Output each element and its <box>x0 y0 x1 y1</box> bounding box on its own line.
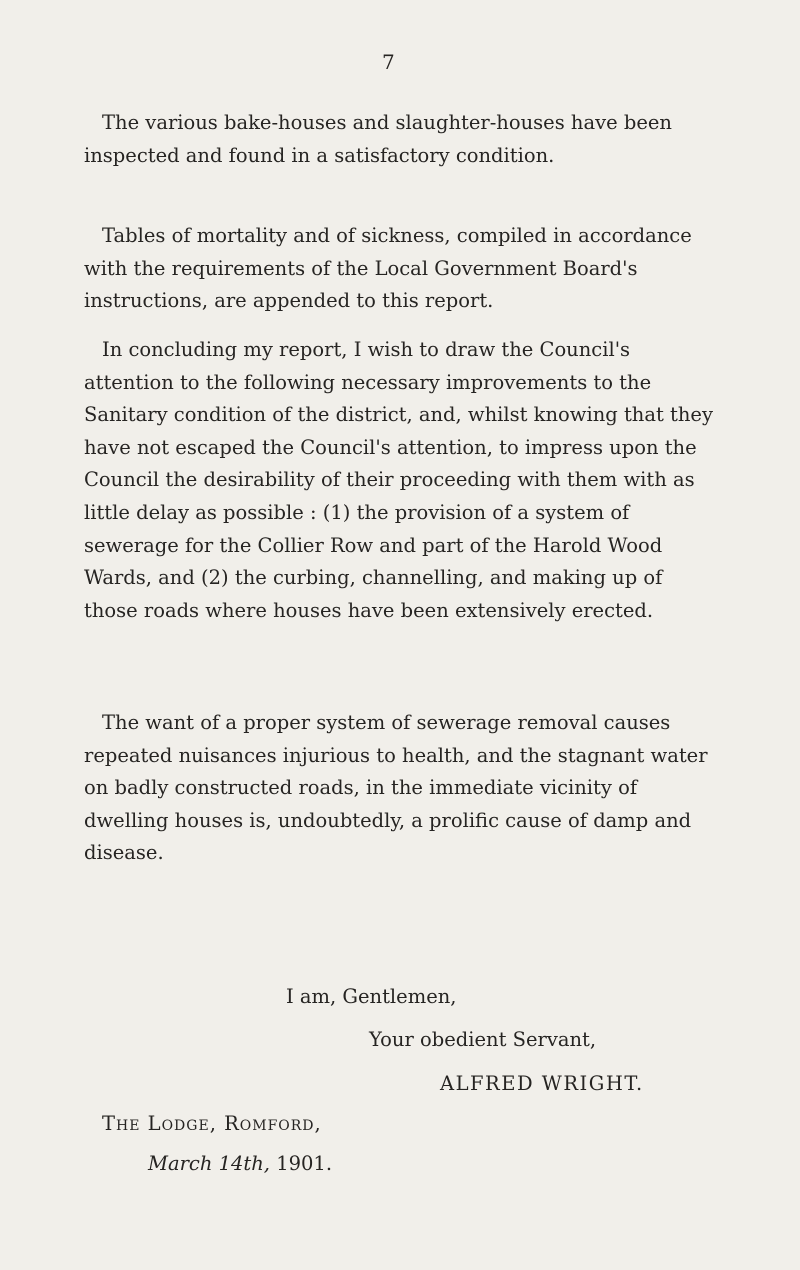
date-month-day: March 14th, <box>148 1152 270 1175</box>
closing-salutation: I am, Gentlemen, <box>286 985 457 1008</box>
page-number: 7 <box>382 50 395 74</box>
date-year: 1901. <box>276 1152 333 1175</box>
closing-valediction: Your obedient Servant, <box>369 1028 597 1051</box>
signature-name: ALFRED WRIGHT. <box>440 1072 644 1095</box>
letter-date <box>148 1152 332 1175</box>
paragraph-mortality-tables: Tables of mortality and of sickness, compiled in accordance with the requirements of the Local Government Board's instructions, are appended to this report. <box>84 224 692 313</box>
paragraph-bakehouses: The various bake-houses and slaughter-houses have been inspected and found in a satisfactory condition. <box>84 111 672 167</box>
paragraph-sewerage-removal: The want of a proper system of sewerage removal causes repeated nuisances injurious to health, and the stagnant water on badly constructed roads, in the immediate vicinity of dwelling houses is, undoubtedly, a prolific cause of damp and disease. <box>84 711 708 865</box>
paragraph-improvements: In concluding my report, I wish to draw the Council's attention to the following necessary improvements to the Sanitary condition of the district, and, whilst knowing that they have not escaped the Council's attention, to impress upon the Council the desirability of their proceeding with them with as little delay as possible : (1) the provision of a system of sewerage for the Collier Row and part of the Harold Wood Wards, and (2) the curbing, channelling, and making up of those roads where houses have been extensively erected. <box>84 338 713 622</box>
sender-address: The Lodge, Romford, <box>102 1112 322 1135</box>
